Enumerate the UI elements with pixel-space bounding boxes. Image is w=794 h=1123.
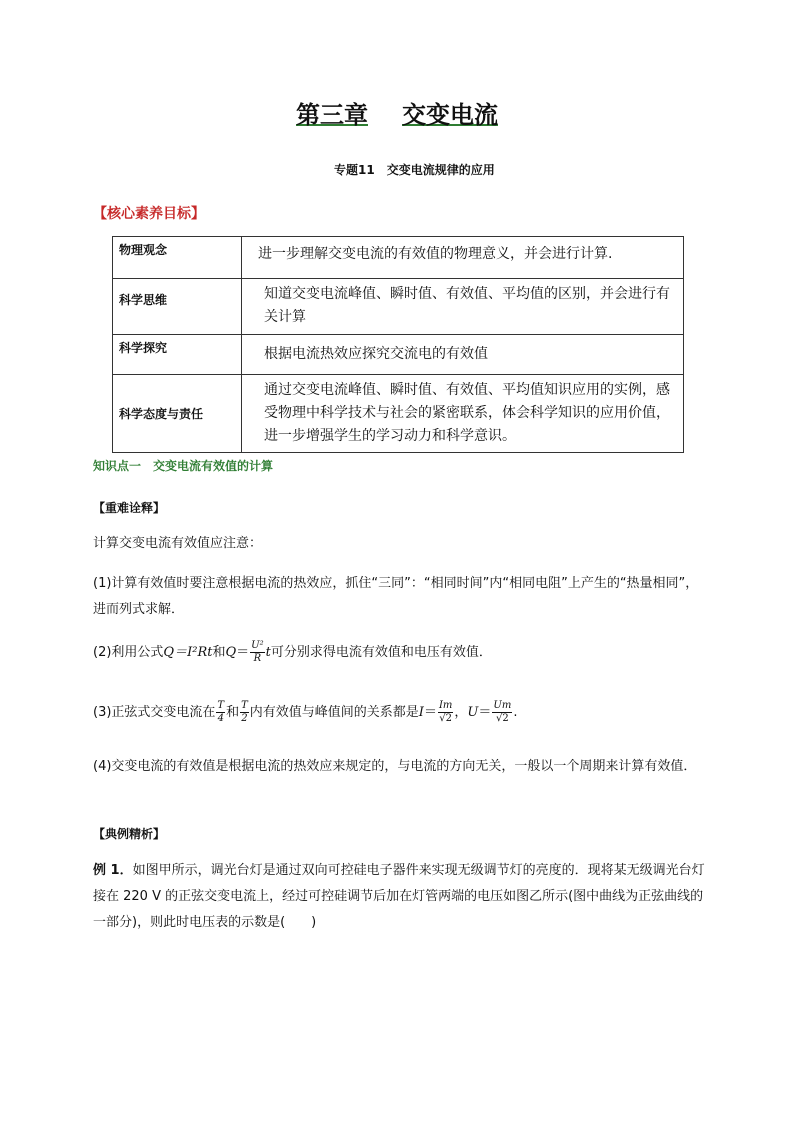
goal-value: 根据电流热效应探究交流电的有效值 [242,335,684,375]
table-row [113,237,684,279]
goal-value: 通过交变电流峰值、瞬时值、有效值、平均值知识应用的实例，感受物理中科学技术与社会的紧密联系，体会科学知识的应用价值，进一步增强学生的学习动力和科学意识。 [242,375,684,453]
fraction: $\frac{T}{2}$ [241,700,248,724]
core-goals-heading: 【核心素养目标】 [93,206,205,222]
fraction: $\frac{\text{U²}}{R}$ [251,640,264,664]
goal-key: 科学思维 [113,279,242,335]
knowledge-point-heading: 知识点一 交变电流有效值的计算 [93,459,274,473]
core-goals-table [112,236,684,453]
fraction: $\frac{Um}{√2}$ [493,700,512,724]
goal-key: 物理观念 [113,237,242,279]
example-label: 例 1． [93,863,133,878]
chapter-number: 第三章 [296,101,368,129]
example-1 [93,858,705,936]
goal-key: 科学态度与责任 [113,375,242,453]
explain-point-2: (2)利用公式Q＝I²Rt和Q＝ $\frac{\text{U²}}{R}$ t可分别求得电流有效值和电压有效值． [93,640,492,664]
topic-title: 专题11 交变电流规律的应用 [334,163,495,177]
fraction: $\frac{Im}{√2}$ [438,700,453,724]
explain-point-1: (1)计算有效值时要注意根据电流的热效应，抓住“三同”：“相同时间”内“相同电阻”上产生的“热量相同”，进而列式求解． [93,576,699,617]
chapter-name: 交变电流 [402,101,498,129]
table-row [113,335,684,375]
example-heading: 【典例精析】 [93,827,166,841]
fraction: $\frac{T}{4}$ [217,700,225,724]
explain-point-4: (4)交变电流的有效值是根据电流的热效应来规定的，与电流的方向无关，一般以一个周期来计算有效值． [93,759,697,774]
explain-heading: 【重难诠释】 [93,501,166,515]
goal-value: 知道交变电流峰值、瞬时值、有效值、平均值的区别，并会进行有关计算 [242,279,684,335]
table-row [113,375,684,453]
goal-key: 科学探究 [113,335,242,375]
chapter-title [0,95,794,130]
table-row [113,279,684,335]
example-text: 如图甲所示，调光台灯是通过双向可控硅电子器件来实现无级调节灯的亮度的．现将某无级调光台灯接在 220 V 的正弦交变电流上，经过可控硅调节后加在灯管两端的电压如图乙所示(图中曲线为正弦曲线的一部分)，则此时电压表的示数是( ) [93,863,705,930]
explain-point-3: (3)正弦式交变电流在 $\frac{T}{4}$ 和 $\frac{T}{2}$ 内有效值与峰值间的关系都是I＝ $\frac{Im}{√2}$ ，U＝ $\frac{Um}{√2}$ . [93,700,518,724]
goal-value: 进一步理解交变电流的有效值的物理意义，并会进行计算. [242,237,684,279]
explain-intro: 计算交变电流有效值应注意： [93,536,263,551]
